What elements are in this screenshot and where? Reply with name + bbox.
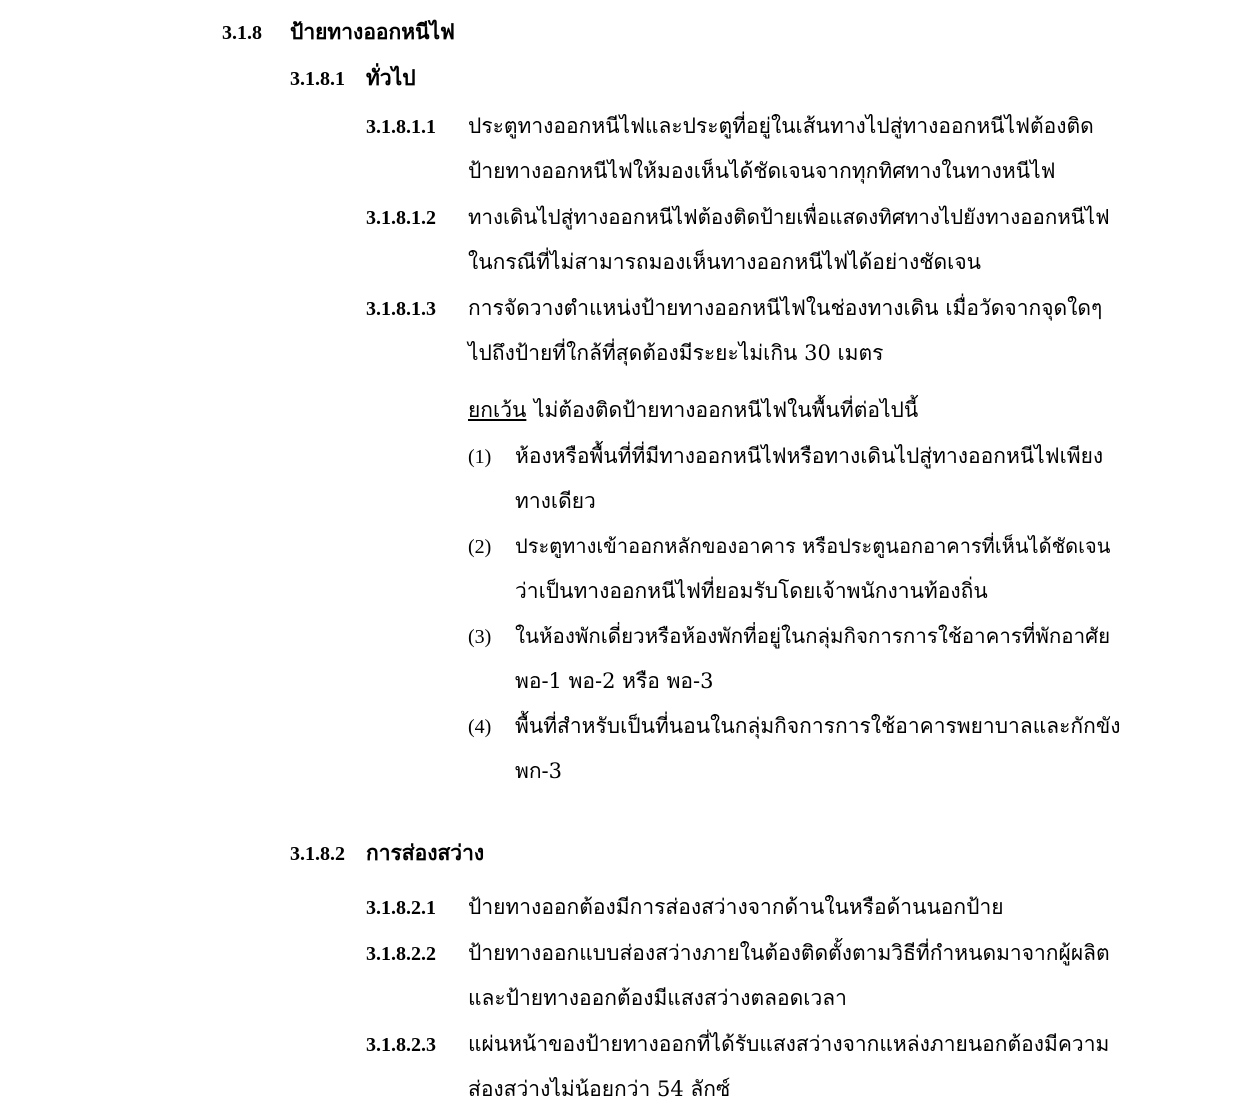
exception-item-line: พก-3 <box>515 759 563 783</box>
subsection-number-lighting: 3.1.8.2 <box>290 843 345 865</box>
clause-text-line: ป้ายทางออกแบบส่องสว่างภายในต้องติดตั้งตามวิธีที่กำหนดมาจากผู้ผลิต <box>468 941 1110 965</box>
clause-text-line: การจัดวางตำแหน่งป้ายทางออกหนีไฟในช่องทางเดิน เมื่อวัดจากจุดใดๆ <box>468 296 1103 320</box>
exception-item-line: ประตูทางเข้าออกหลักของอาคาร หรือประตูนอกอาคารที่เห็นได้ชัดเจน <box>515 534 1111 558</box>
exception-item-line: ว่าเป็นทางออกหนีไฟที่ยอมรับโดยเจ้าพนักงานท้องถิ่น <box>515 579 988 603</box>
exception-item-number: (4) <box>468 716 492 738</box>
exception-text: ไม่ต้องติดป้ายทางออกหนีไฟในพื้นที่ต่อไปนี้ <box>534 398 919 422</box>
exception-item-line: ในห้องพักเดี่ยวหรือห้องพักที่อยู่ในกลุ่มกิจการการใช้อาคารที่พักอาศัย <box>515 624 1111 648</box>
exception-item-number: (3) <box>468 626 492 648</box>
clause-text-line: ในกรณีที่ไม่สามารถมองเห็นทางออกหนีไฟได้อย่างชัดเจน <box>468 250 982 274</box>
clause-text-line: และป้ายทางออกต้องมีแสงสว่างตลอดเวลา <box>468 986 847 1010</box>
clause-text-line: ทางเดินไปสู่ทางออกหนีไฟต้องติดป้ายเพื่อแสดงทิศทางไปยังทางออกหนีไฟ <box>468 205 1110 229</box>
subsection-title-general: ทั่วไป <box>366 65 416 90</box>
clause-number: 3.1.8.1.1 <box>366 116 436 138</box>
clause-number: 3.1.8.2.3 <box>366 1034 436 1056</box>
section-number: 3.1.8 <box>222 22 262 44</box>
section-title: ป้ายทางออกหนีไฟ <box>290 19 455 44</box>
exception-item-line: พอ-1 พอ-2 หรือ พอ-3 <box>515 669 714 693</box>
clause-text-line: ส่องสว่างไม่น้อยกว่า 54 ลักซ์ <box>468 1077 731 1101</box>
clause-text-line: ไปถึงป้ายที่ใกล้ที่สุดต้องมีระยะไม่เกิน 30 เมตร <box>468 341 884 365</box>
exception-item-line: พื้นที่สำหรับเป็นที่นอนในกลุ่มกิจการการใช้อาคารพยาบาลและกักขัง <box>515 714 1121 738</box>
clause-text-line: ประตูทางออกหนีไฟและประตูที่อยู่ในเส้นทางไปสู่ทางออกหนีไฟต้องติด <box>468 114 1094 138</box>
exception-label: ยกเว้น <box>468 398 527 422</box>
exception-item-line: ห้องหรือพื้นที่ที่มีทางออกหนีไฟหรือทางเดินไปสู่ทางออกหนีไฟเพียง <box>515 444 1104 468</box>
clause-text-line: แผ่นหน้าของป้ายทางออกที่ได้รับแสงสว่างจากแหล่งภายนอกต้องมีความ <box>468 1032 1110 1056</box>
subsection-number-general: 3.1.8.1 <box>290 68 345 90</box>
clause-number: 3.1.8.1.3 <box>366 298 436 320</box>
exception-item-line: ทางเดียว <box>515 489 596 513</box>
subsection-title-lighting: การส่องสว่าง <box>366 840 485 865</box>
clause-text-line: ป้ายทางออกหนีไฟให้มองเห็นได้ชัดเจนจากทุกทิศทางในทางหนีไฟ <box>468 159 1056 183</box>
clause-number: 3.1.8.2.1 <box>366 897 436 919</box>
clause-number: 3.1.8.2.2 <box>366 943 436 965</box>
clause-text-line: ป้ายทางออกต้องมีการส่องสว่างจากด้านในหรือด้านนอกป้าย <box>468 895 1004 919</box>
exception-item-number: (2) <box>468 536 492 558</box>
exception-item-number: (1) <box>468 446 492 468</box>
clause-number: 3.1.8.1.2 <box>366 207 436 229</box>
